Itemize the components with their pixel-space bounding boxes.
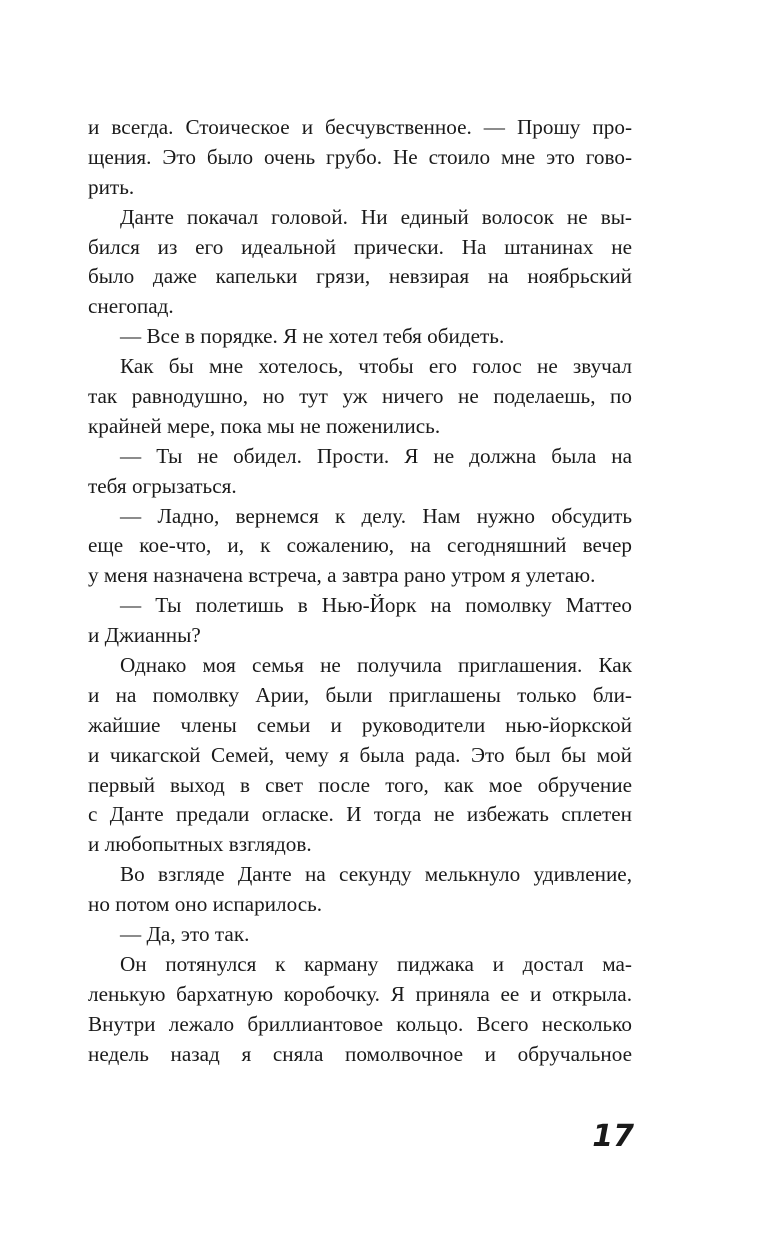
text-line: еще кое-что, и, к сожалению, на сегодняшний вечер (88, 533, 632, 558)
text-line: — Ладно, вернемся к делу. Нам нужно обсудить (120, 503, 632, 528)
text-line: было даже капельки грязи, невзирая на ноябрьский (88, 264, 632, 289)
text-line: Данте покачал головой. Ни единый волосок не вы- (120, 204, 632, 229)
text-line: бился из его идеальной прически. На штанинах не (88, 234, 632, 259)
text-line: Внутри лежало бриллиантовое кольцо. Всего несколько (88, 1011, 632, 1036)
page-number: 17 (592, 1119, 634, 1154)
text-line: и любопытных взглядов. (88, 832, 312, 857)
text-line: Как бы мне хотелось, чтобы его голос не звучал (120, 354, 632, 379)
text-line: рить. (88, 174, 135, 199)
text-line: снегопад. (88, 294, 174, 319)
text-line: Он потянулся к карману пиджака и достал ма- (120, 951, 632, 976)
text-line: и Джианны? (88, 623, 201, 648)
text-line: крайней мере, пока мы не поженились. (88, 413, 441, 438)
text-line: но потом оно испарилось. (88, 892, 323, 917)
body-text (88, 113, 632, 1070)
text-line: у меня назначена встреча, а завтра рано утром я улетаю. (88, 563, 596, 588)
text-line: и всегда. Стоическое и бесчувственное. — Прошу про- (88, 115, 632, 139)
text-line: и на помолвку Арии, были приглашены только бли- (88, 682, 632, 707)
text-line: первый выход в свет после того, как мое обручение (88, 772, 632, 797)
text-line: — Да, это так. (120, 922, 250, 947)
text-line: Однако моя семья не получила приглашения. Как (120, 653, 632, 678)
text-line: Во взгляде Данте на секунду мелькнуло удивление, (120, 862, 632, 887)
text-line: тебя огрызаться. (88, 473, 237, 498)
text-line: так равнодушно, но тут уж ничего не поделаешь, по (88, 384, 632, 409)
text-line: недель назад я сняла помолвочное и обручальное (88, 1041, 632, 1066)
text-line: — Все в порядке. Я не хотел тебя обидеть. (120, 324, 505, 349)
text-line: щения. Это было очень грубо. Не стоило мне это гово- (88, 144, 632, 169)
text-line: и чикагской Семей, чему я была рада. Это был бы мой (88, 742, 632, 767)
text-line: — Ты полетишь в Нью-Йорк на помолвку Маттео (120, 593, 632, 618)
text-line: — Ты не обидел. Прости. Я не должна была на (120, 443, 632, 468)
text-line: ленькую бархатную коробочку. Я приняла ее и открыла. (88, 981, 632, 1006)
text-line: с Данте предали огласке. И тогда не избежать сплетен (88, 802, 632, 827)
text-line: жайшие члены семьи и руководители нью-йоркской (88, 712, 632, 737)
